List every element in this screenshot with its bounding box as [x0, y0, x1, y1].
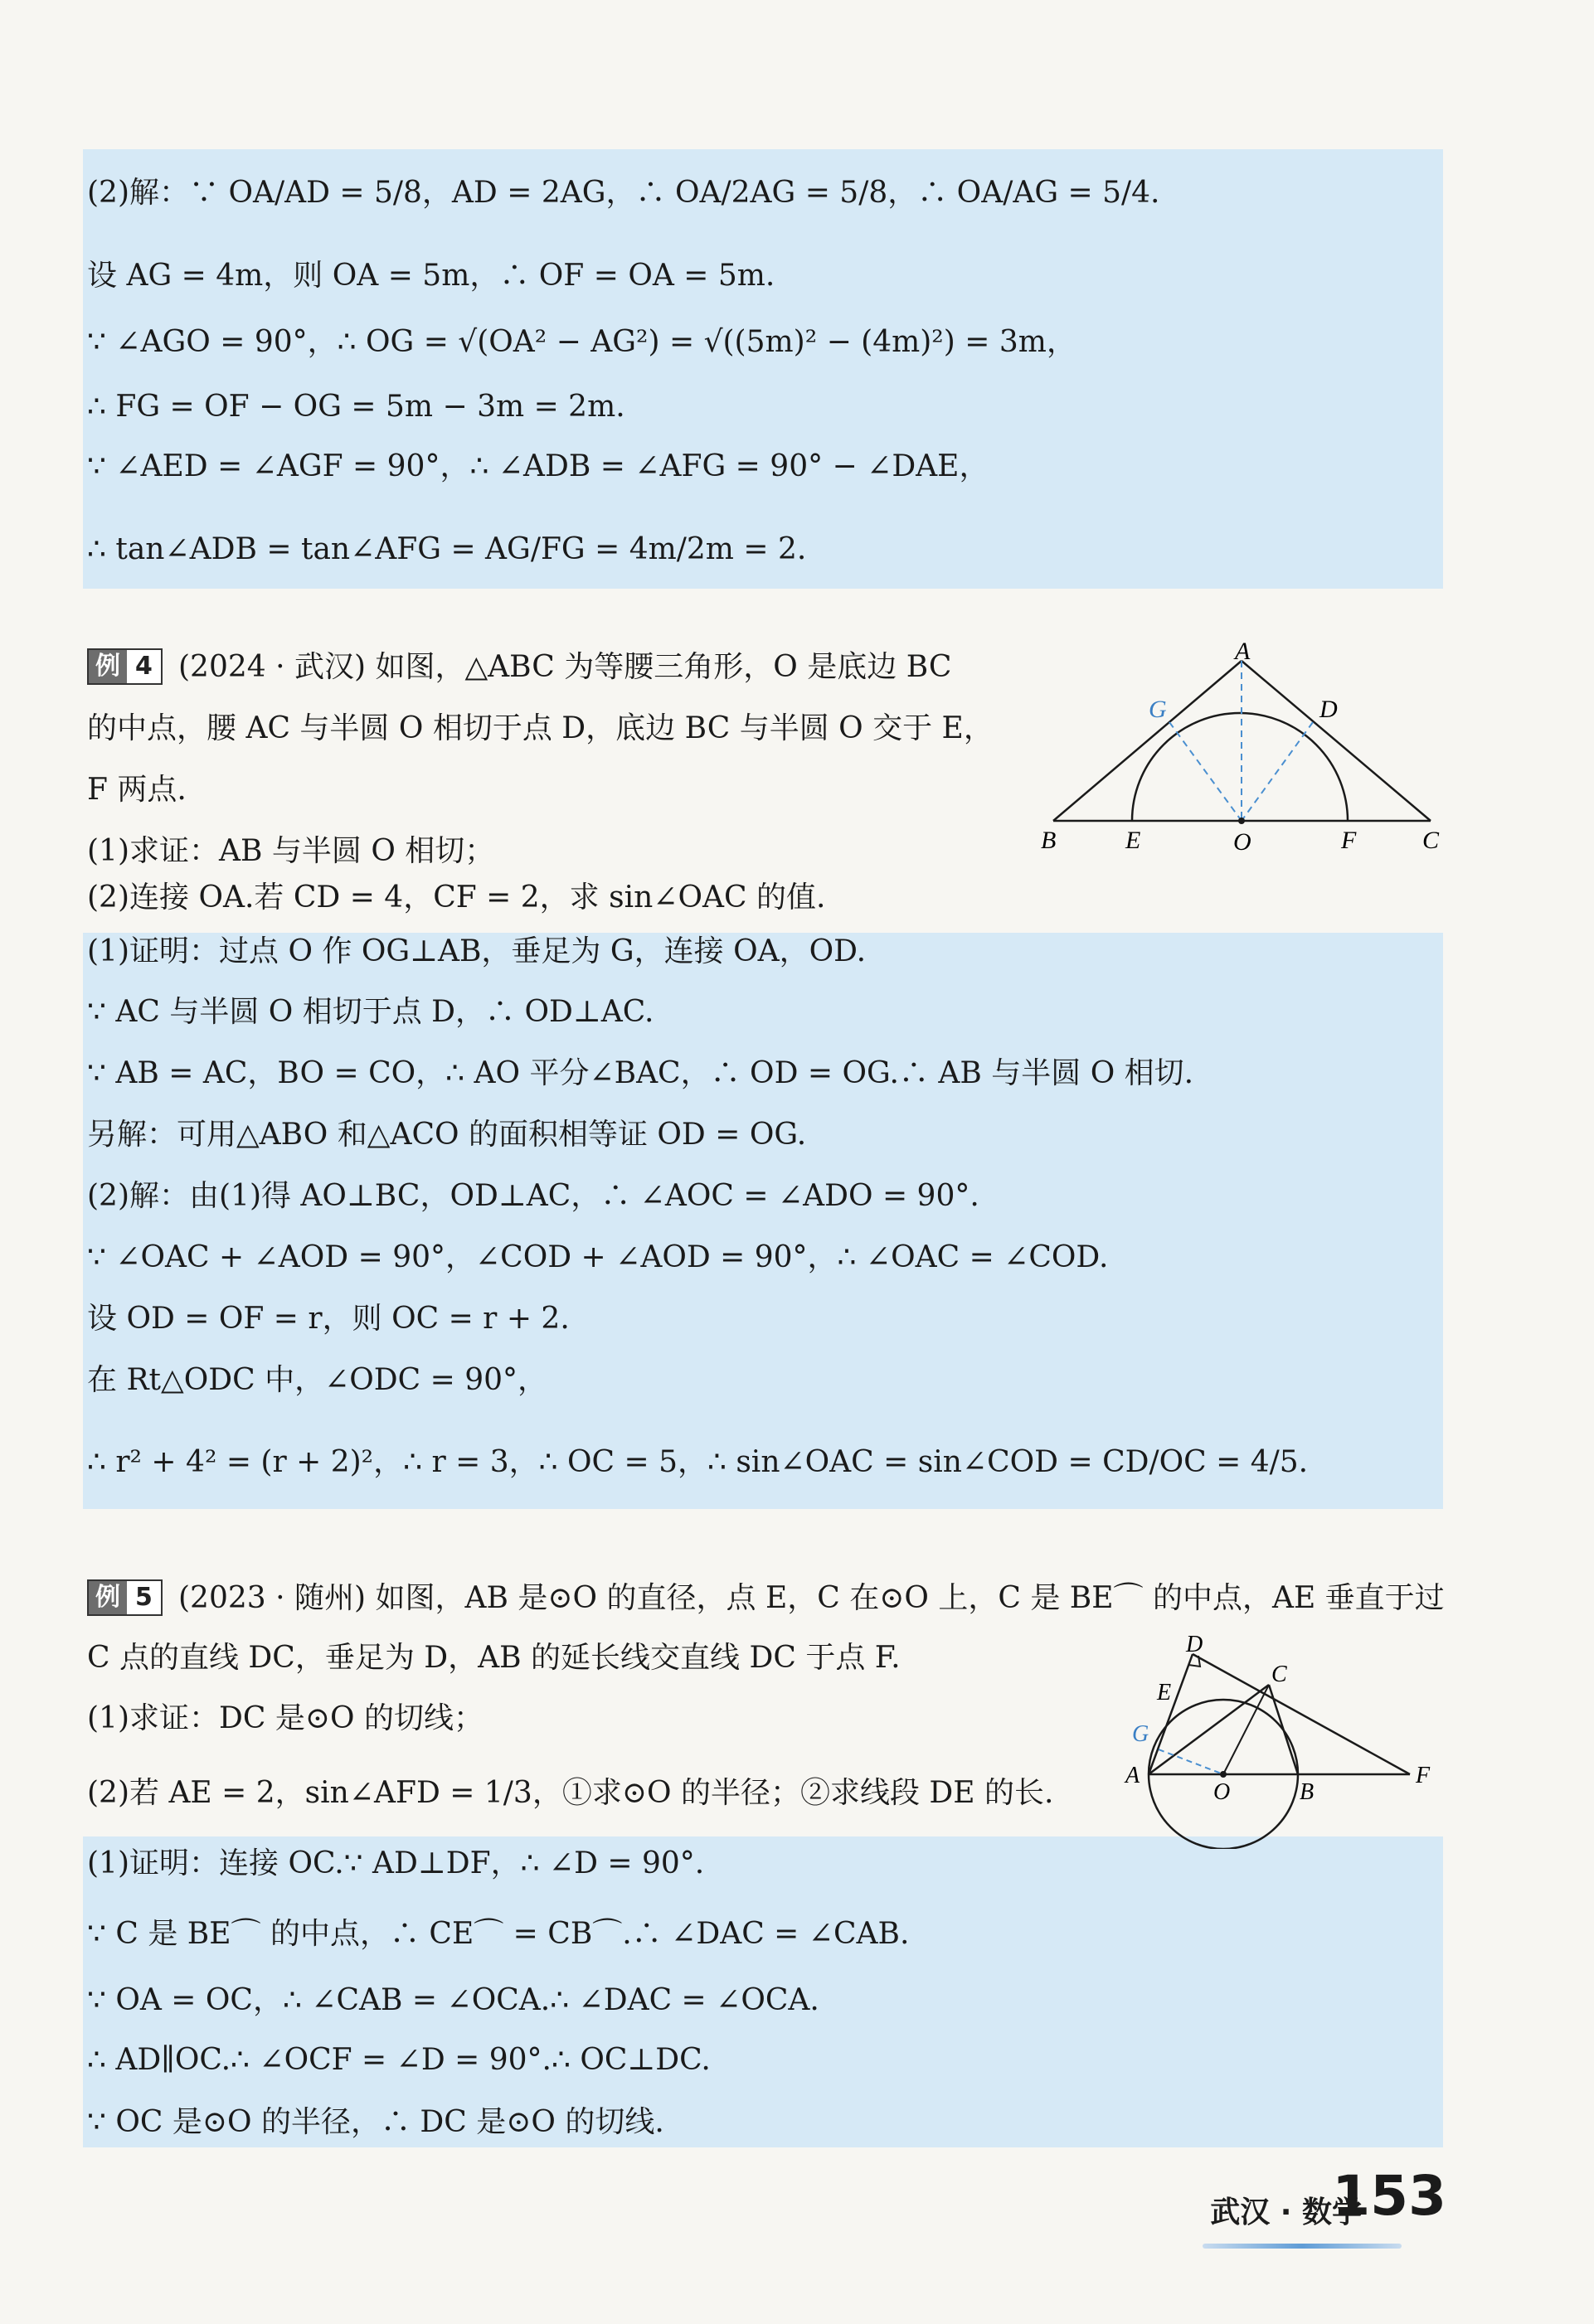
solution-line: ∵ OA = OC，∴ ∠CAB = ∠OCA.∴ ∠DAC = ∠OCA.	[87, 1983, 819, 2017]
solution-line: ∴ FG = OF − OG = 5m − 3m = 2m.	[87, 390, 625, 424]
footer-subject: 武汉 · 数学	[1210, 2195, 1362, 2229]
label-a: A	[1235, 643, 1251, 665]
label-e: E	[1125, 827, 1141, 854]
label-f: F	[1341, 827, 1357, 854]
segment-od	[1242, 722, 1313, 821]
label-b: B	[1300, 1779, 1315, 1805]
solution-line: ∵ ∠OAC + ∠AOD = 90°，∠COD + ∠AOD = 90°，∴ ∠OAC = ∠COD.	[87, 1240, 1109, 1274]
example-source: (2023 · 随州)	[178, 1581, 367, 1615]
line-df	[1193, 1654, 1410, 1774]
solution-line: (1)证明：过点 O 作 OG⊥AB，垂足为 G，连接 OA，OD.	[87, 934, 867, 968]
label-d: D	[1319, 696, 1338, 723]
label-o: O	[1233, 828, 1251, 856]
label-g: G	[1132, 1721, 1149, 1747]
line-cb	[1269, 1685, 1298, 1774]
solution-line: ∵ ∠AGO = 90°，∴ OG = √(OA² − AG²) = √((5m)² − (4m)²) = 3m，	[87, 325, 1076, 359]
solution-line: 另解：可用△ABO 和△ACO 的面积相等证 OD = OG.	[87, 1118, 807, 1152]
problem-line: (2)若 AE = 2，sin∠AFD = 1/3，①求⊙O 的半径；②求线段 DE 的长.	[87, 1776, 1054, 1810]
side-ac	[1242, 661, 1431, 821]
segment-og	[1169, 722, 1242, 821]
solution-line: ∵ OC 是⊙O 的半径，∴ DC 是⊙O 的切线.	[87, 2105, 664, 2139]
problem-line: 的中点，腰 AC 与半圆 O 相切于点 D，底边 BC 与半圆 O 交于 E，	[87, 711, 994, 745]
solution-line: ∵ AC 与半圆 O 相切于点 D，∴ OD⊥AC.	[87, 995, 654, 1029]
page-number: 153	[1332, 2164, 1446, 2228]
point-o	[1238, 818, 1245, 824]
label-a: A	[1125, 1763, 1140, 1788]
label-f: F	[1416, 1763, 1431, 1788]
solution-line: (2)解：∵ OA/AD = 5/8，AD = 2AG，∴ OA/2AG = 5/8，∴ OA/AG = 5/4.	[87, 176, 1160, 210]
segment-og	[1159, 1749, 1223, 1774]
problem-line: (1)求证：DC 是⊙O 的切线；	[87, 1701, 484, 1735]
side-ab	[1053, 661, 1242, 821]
solution-line: ∵ C 是 BE⌒ 的中点，∴ CE⌒ = CB⌒.∴ ∠DAC = ∠CAB.	[87, 1917, 910, 1951]
solution-line: 设 AG = 4m，则 OA = 5m，∴ OF = OA = 5m.	[87, 259, 775, 293]
solution-line: (2)解：由(1)得 AO⊥BC，OD⊥AC，∴ ∠AOC = ∠ADO = 90°.	[87, 1179, 979, 1213]
example-source: (2024 · 武汉)	[178, 650, 367, 684]
label-c: C	[1271, 1662, 1287, 1687]
solution-line: ∵ AB = AC，BO = CO，∴ AO 平分∠BAC，∴ OD = OG.∴ AB 与半圆 O 相切.	[87, 1056, 1194, 1090]
solution-line: ∴ tan∠ADB = tan∠AFG = AG/FG = 4m/2m = 2.	[87, 532, 807, 566]
line-oc	[1223, 1685, 1269, 1774]
example-badge: 例 4	[87, 648, 163, 685]
example-source-and-line	[178, 648, 951, 687]
problem-line: (1)求证：AB 与半圆 O 相切；	[87, 834, 495, 868]
label-o: O	[1213, 1779, 1231, 1805]
label-d: D	[1186, 1633, 1203, 1657]
solution-line: ∴ r² + 4² = (r + 2)²，∴ r = 3，∴ OC = 5，∴ sin∠OAC = sin∠COD = CD/OC = 4/5.	[87, 1445, 1309, 1479]
problem-line: C 点的直线 DC，垂足为 D，AB 的延长线交直线 DC 于点 F.	[87, 1641, 901, 1675]
solution-line: ∵ ∠AED = ∠AGF = 90°，∴ ∠ADB = ∠AFG = 90° − ∠DAE，	[87, 449, 989, 483]
footer-rule	[1203, 2244, 1402, 2249]
label-g: G	[1149, 696, 1167, 723]
label-c: C	[1422, 827, 1440, 854]
solution-line: (1)证明：连接 OC.∵ AD⊥DF，∴ ∠D = 90°.	[87, 1846, 705, 1880]
solution-line: ∴ AD∥OC.∴ ∠OCF = ∠D = 90°.∴ OC⊥DC.	[87, 2043, 711, 2077]
solution-line: 在 Rt△ODC 中，∠ODC = 90°，	[87, 1363, 548, 1397]
semicircle-arc	[1132, 713, 1348, 821]
label-e: E	[1157, 1680, 1172, 1705]
label-b: B	[1041, 827, 1057, 854]
problem-line: 如图，AB 是⊙O 的直径，点 E，C 在⊙O 上，C 是 BE⌒ 的中点，AE 垂直于过	[375, 1581, 1445, 1615]
problem-line: 如图，△ABC 为等腰三角形，O 是底边 BC	[375, 650, 952, 684]
problem-line: F 两点.	[87, 773, 187, 807]
example-badge: 例 5	[87, 1579, 163, 1616]
example-source-and-line	[178, 1579, 1445, 1618]
point-o	[1220, 1771, 1227, 1778]
line-ad	[1149, 1654, 1193, 1774]
figure-circle-tangent	[1124, 1633, 1455, 1849]
problem-line: (2)连接 OA.若 CD = 4，CF = 2，求 sin∠OAC 的值.	[87, 881, 826, 915]
solution-line: 设 OD = OF = r，则 OC = r + 2.	[87, 1302, 570, 1336]
figure-semicircle-triangle	[1033, 643, 1455, 858]
